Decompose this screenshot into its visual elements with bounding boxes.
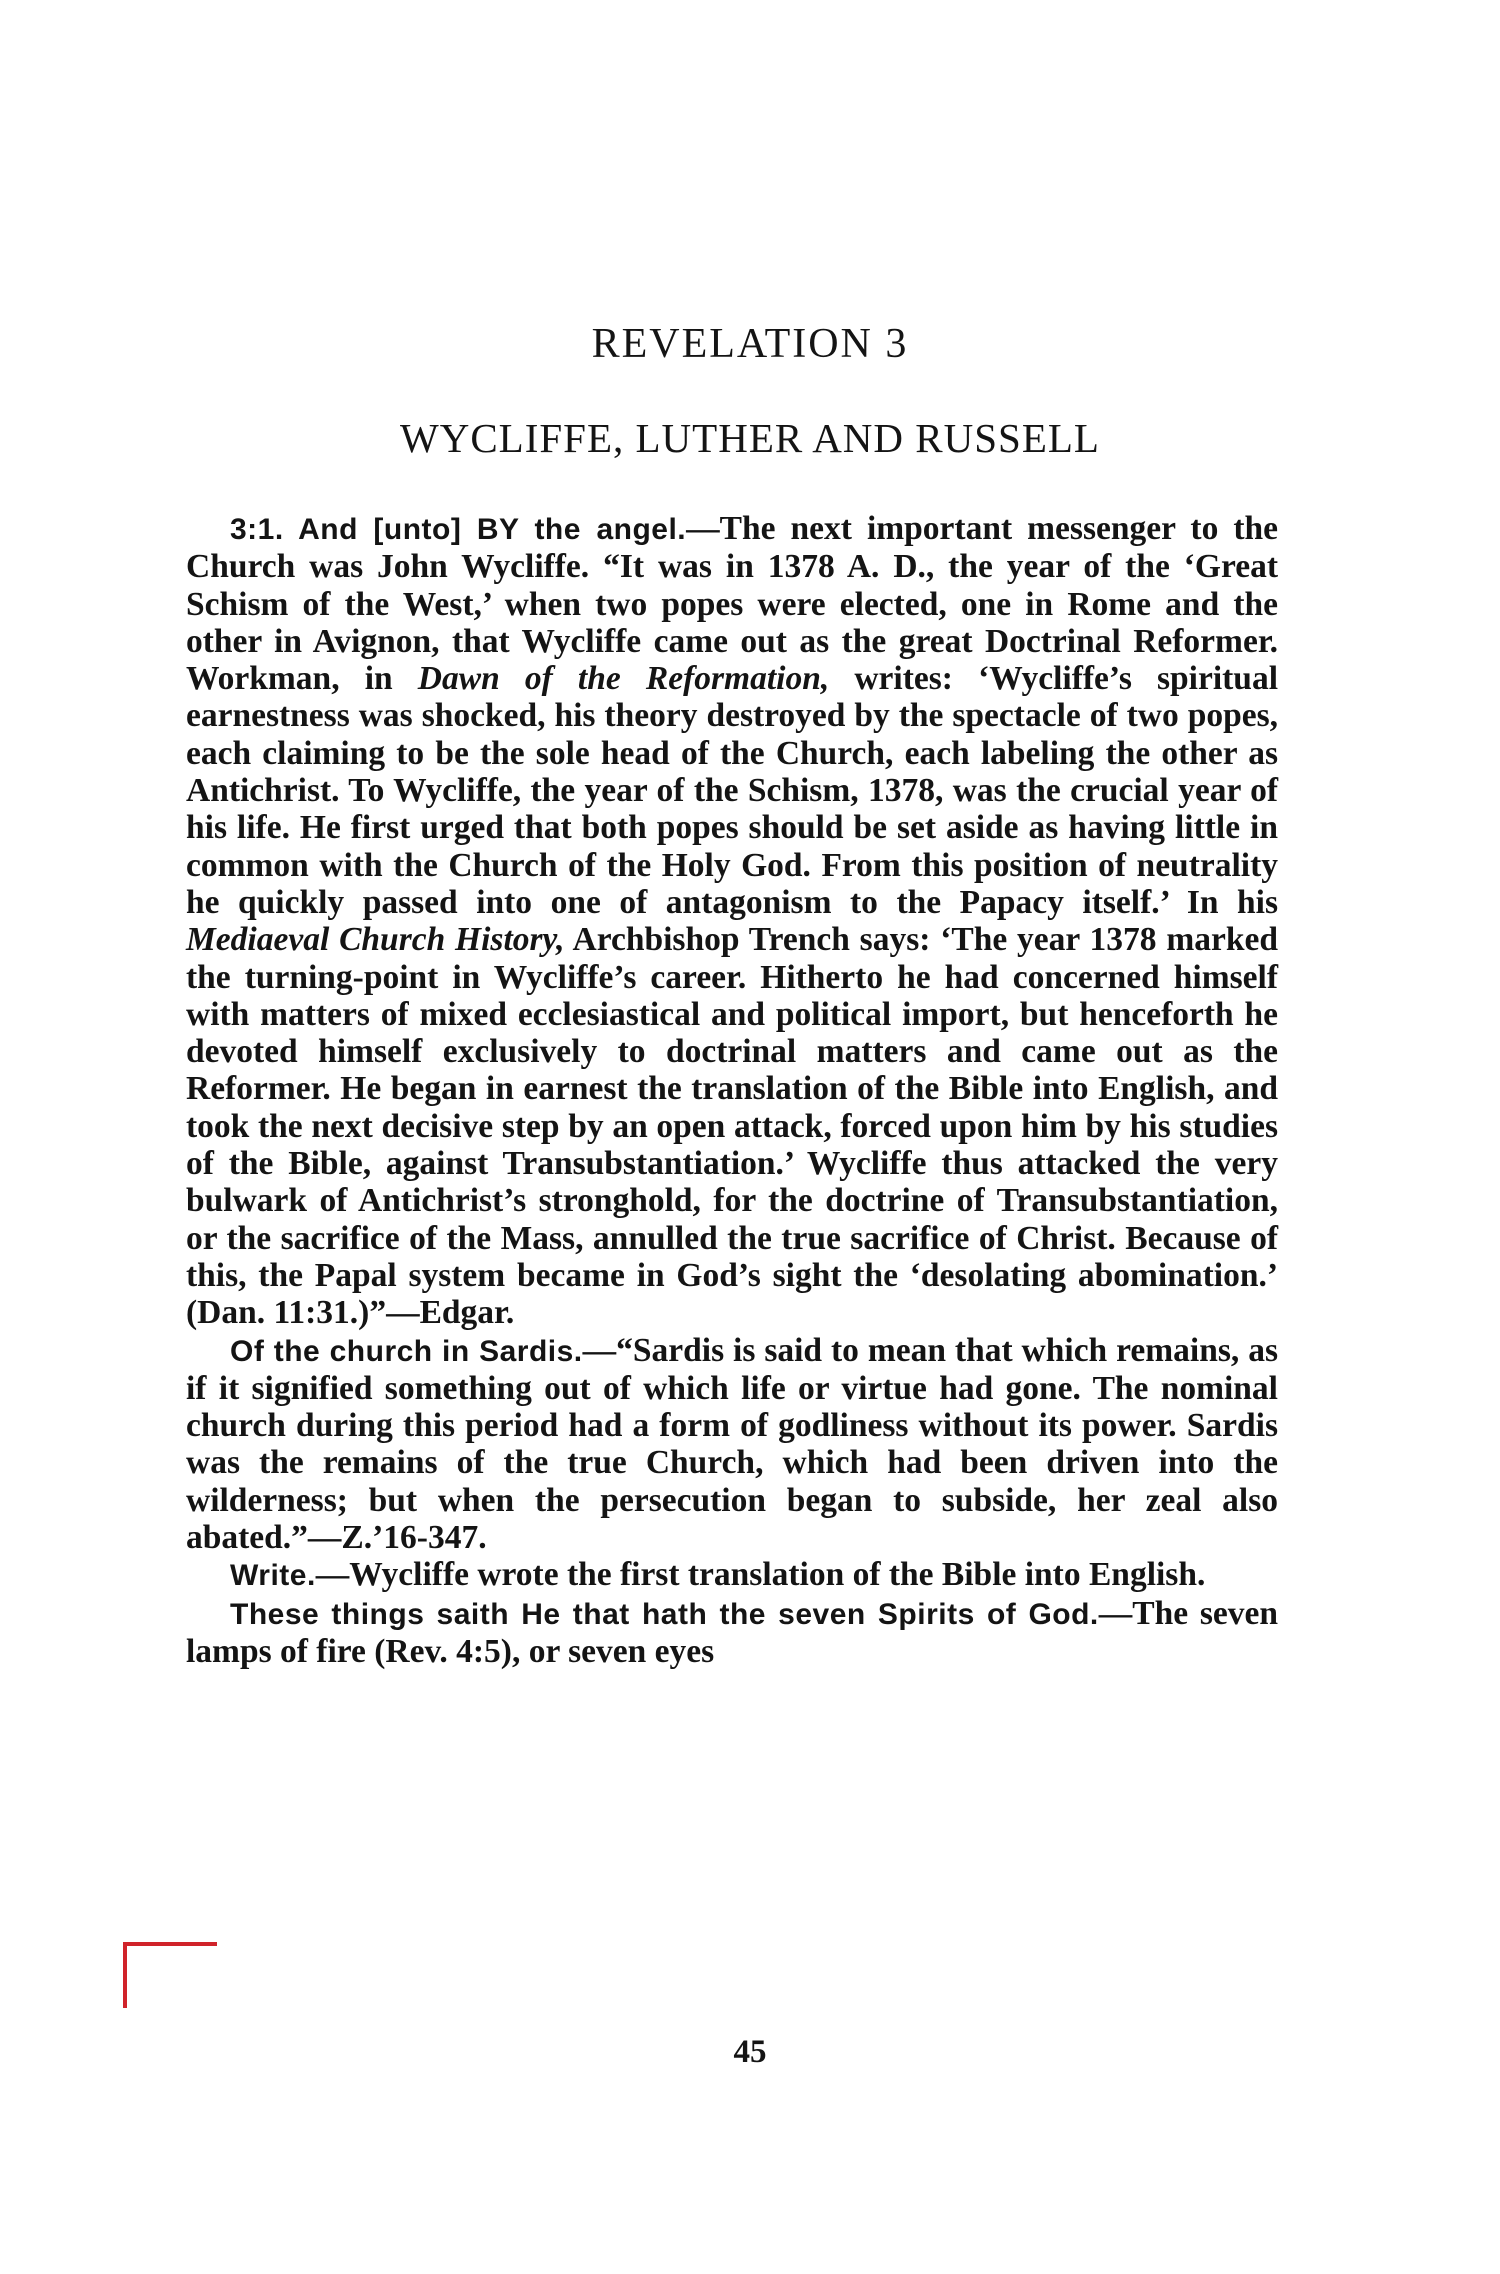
paragraph-text: —The next important messenger to the Church was John Wycliffe. “It was in 1378 A. D., the year of the ‘Great Schism of the West,’ when two popes were elected, one in Rome and the other in Avignon, that Wycliffe came out as the great Doctrinal Reformer. Workman, in [186,510,1279,698]
red-margin-bracket [123,1942,217,2008]
paragraph-text: —“Sardis is said to mean that which remains, as if it signified something out of which life or virtue had gone. The nominal church during this period had a form of godliness without its power. Sardis was the remains of the true Church, which had been driven into the wilderness; but when the persecution began to subside, her zeal also abated.”—Z.’16-347. [186,1331,1278,1557]
paragraph-verse-3-1 [186,510,1278,1332]
verse-lead: Of the church in Sardis. [230,1334,583,1368]
paragraph-text: —Wycliffe wrote the first translation of the Bible into English. [315,1556,1206,1594]
commentary-text [186,510,1278,1670]
verse-lead: 3:1. And [unto] BY the angel. [230,513,687,546]
paragraph-sardis [186,1332,1278,1557]
paragraph-write [186,1556,1278,1594]
page-number: 45 [733,2034,767,2070]
running-head: REVELATION 3 [591,321,909,367]
paragraph-seven-spirits [186,1595,1278,1671]
paragraph-text: —The seven lamps of fire (Rev. 4:5), or seven eyes [186,1594,1279,1670]
paragraph-text: Archbishop Trench says: ‘The year 1378 marked the turning-point in Wycliffe’s career. Hitherto he had concerned himself with matters of mixed ecclesiastical and political import, but henceforth he devoted himself exclusively to doctrinal matters and came out as the Reformer. He began in earnest the translation of the Bible into English, and took the next decisive step by an open attack, forced upon him by his studies of the Bible, against Transubstantiation.’ Wycliffe thus attacked the very bulwark of Antichrist’s stronghold, for the doctrine of Transubstantiation, or the sacrifice of the Mass, annulled the true sacrifice of Christ. Because of this, the Papal system became in God’s sight the ‘desolating abomination.’ (Dan. 11:31.)”—Edgar. [186,921,1278,1332]
book-title-reference: Mediaeval Church History, [186,921,565,959]
chapter-title: WYCLIFFE, LUTHER AND RUSSELL [400,415,1100,461]
book-title-reference: Dawn of the Reformation, [417,660,830,698]
verse-lead: Write. [230,1559,316,1593]
paragraph-text: writes: ‘Wycliffe’s spiritual earnestness was shocked, his theory destroyed by the spectacle of two popes, each claiming to be the sole head of the Church, each labeling the other as Antichrist. To Wycliffe, the year of the Schism, 1378, was the crucial year of his life. He first urged that both popes should be set aside as having little in common with the Church of the Holy God. From this position of neutrality he quickly passed into one of antagonism to the Papacy itself.’ In his [186,660,1278,921]
verse-lead: These things saith He that hath the seven Spirits of God. [230,1597,1099,1631]
